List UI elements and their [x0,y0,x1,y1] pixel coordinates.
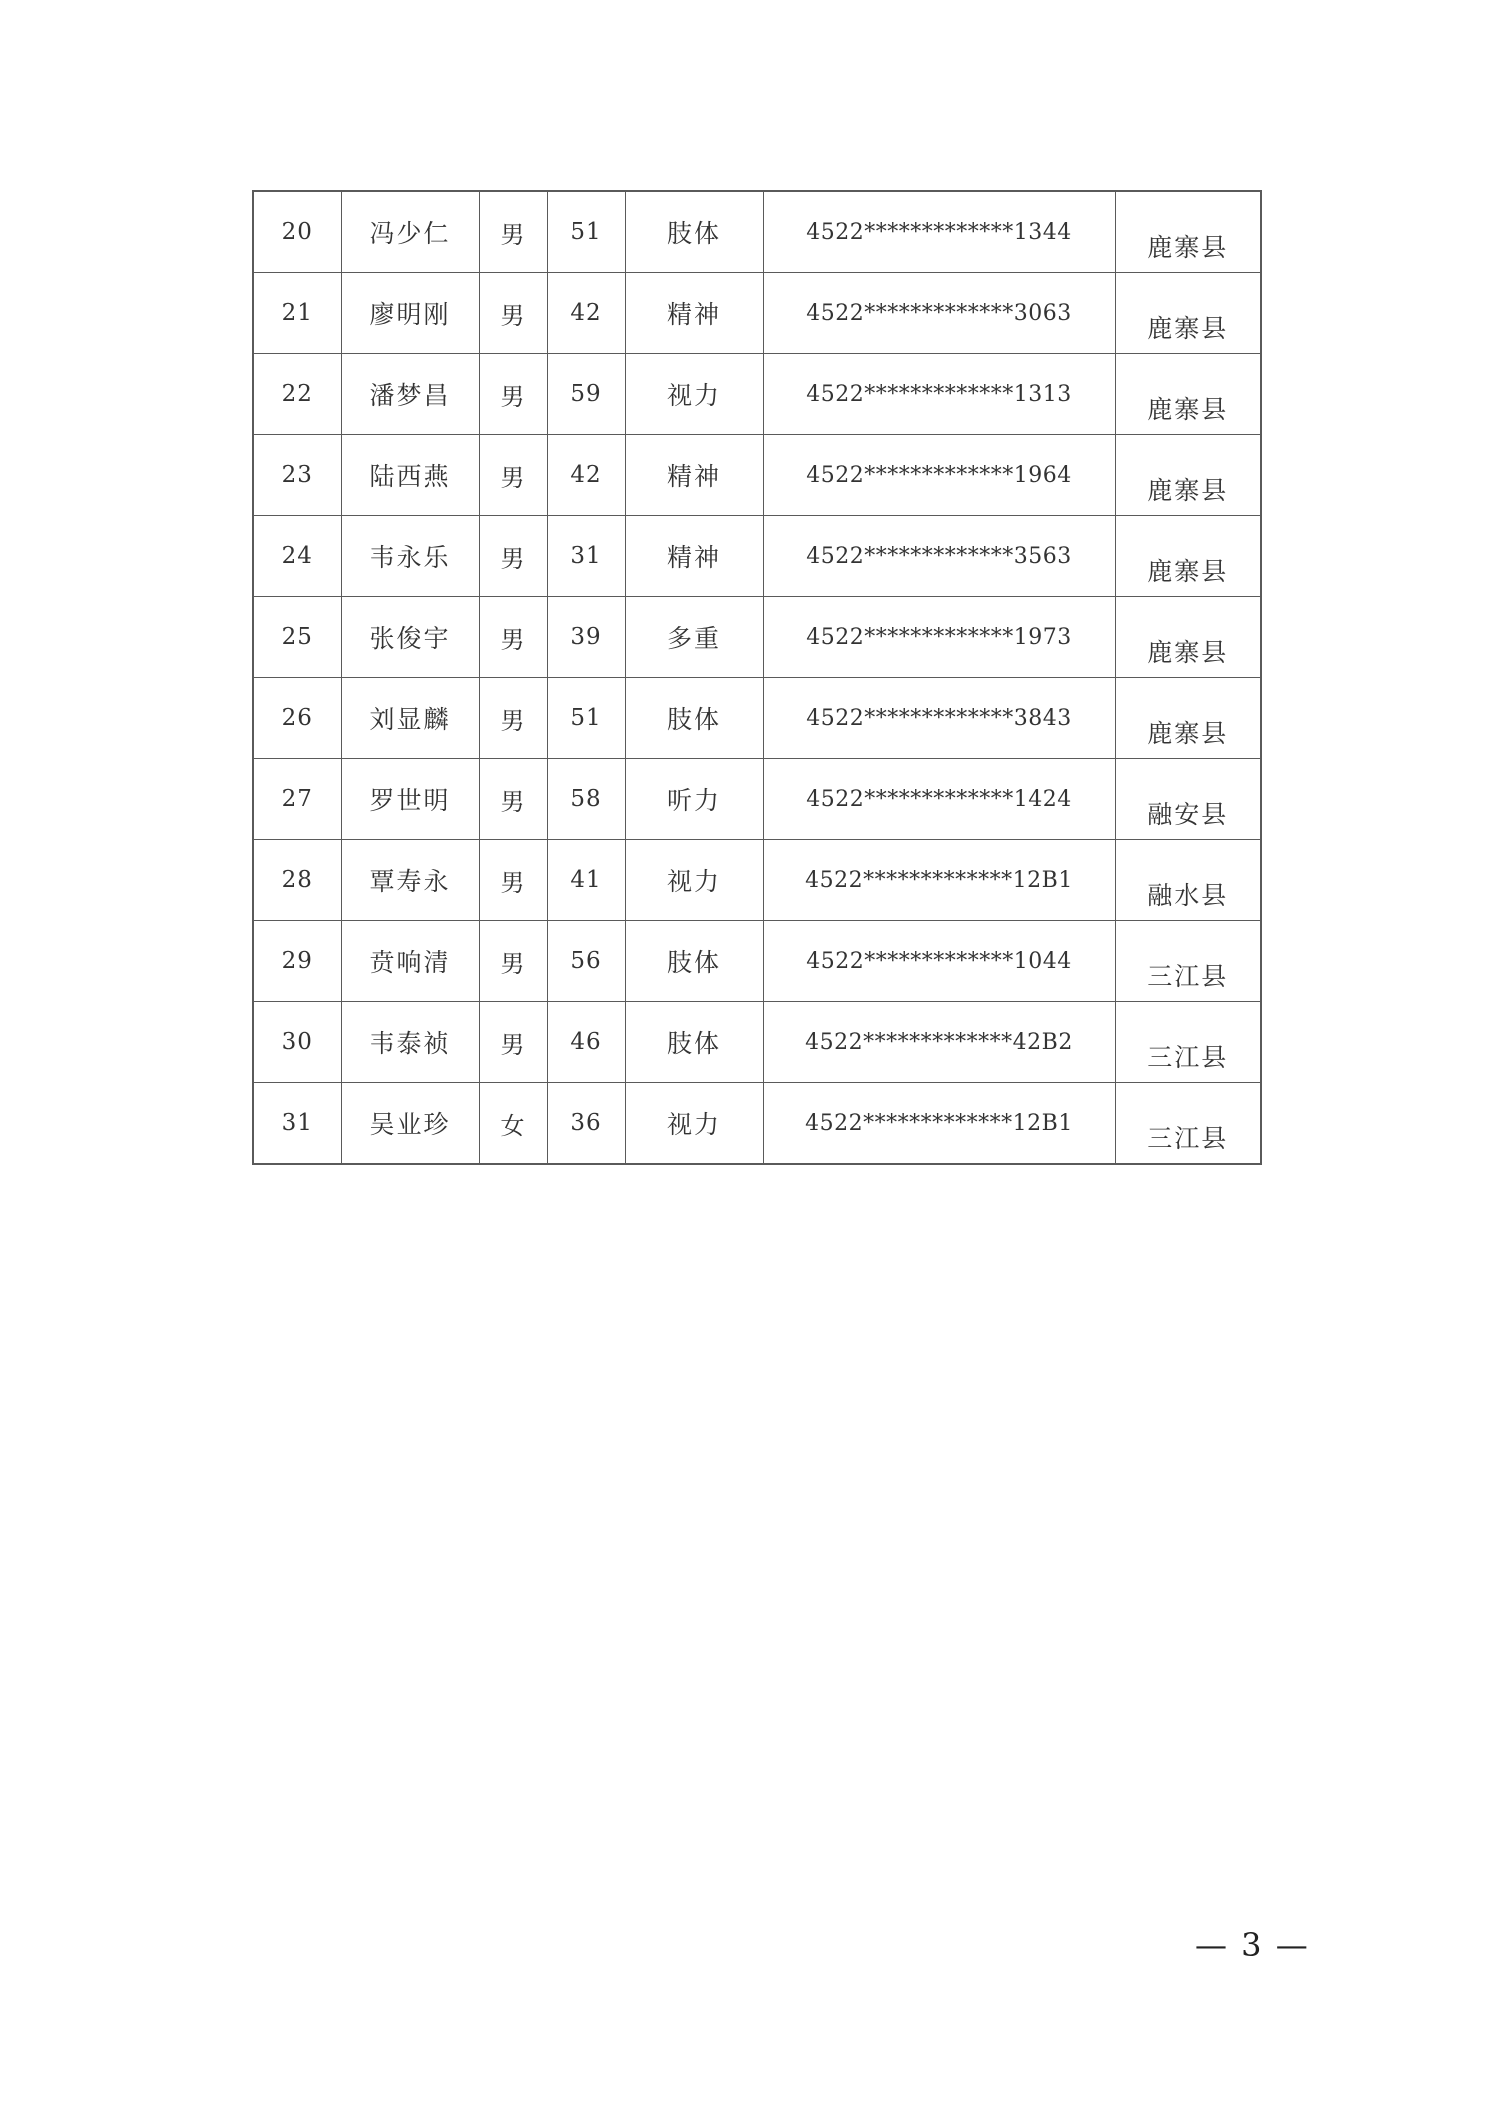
disability-type-cell: 视力 [625,1083,763,1165]
age-cell: 42 [547,273,625,354]
id-number-cell: 4522*************1424 [763,759,1115,840]
county-cell: 鹿寨县 [1115,435,1261,516]
name-cell: 张俊宇 [341,597,479,678]
name-cell: 覃寿永 [341,840,479,921]
roster-table-body [253,191,1261,1164]
county-cell: 鹿寨县 [1115,273,1261,354]
name-cell: 吴业珍 [341,1083,479,1165]
id-number-cell: 4522*************1313 [763,354,1115,435]
row-number-cell: 30 [253,1002,341,1083]
id-number-cell: 4522*************12B1 [763,840,1115,921]
disability-type-cell: 视力 [625,354,763,435]
age-cell: 31 [547,516,625,597]
disability-type-cell: 精神 [625,273,763,354]
disability-type-cell: 肢体 [625,678,763,759]
roster-table [252,190,1262,1165]
disability-type-cell: 多重 [625,597,763,678]
id-number-cell: 4522*************3563 [763,516,1115,597]
county-cell: 三江县 [1115,921,1261,1002]
sex-cell: 男 [479,516,547,597]
disability-type-cell: 听力 [625,759,763,840]
table-row [253,759,1261,840]
name-cell: 贲响清 [341,921,479,1002]
row-number-cell: 28 [253,840,341,921]
row-number-cell: 21 [253,273,341,354]
sex-cell: 男 [479,678,547,759]
age-cell: 58 [547,759,625,840]
id-number-cell: 4522*************12B1 [763,1083,1115,1165]
age-cell: 36 [547,1083,625,1165]
disability-type-cell: 肢体 [625,1002,763,1083]
disability-type-cell: 肢体 [625,921,763,1002]
row-number-cell: 26 [253,678,341,759]
age-cell: 41 [547,840,625,921]
age-cell: 42 [547,435,625,516]
disability-type-cell: 肢体 [625,191,763,273]
age-cell: 51 [547,191,625,273]
table-row [253,1083,1261,1165]
name-cell: 韦永乐 [341,516,479,597]
row-number-cell: 31 [253,1083,341,1165]
table-row [253,354,1261,435]
row-number-cell: 23 [253,435,341,516]
age-cell: 46 [547,1002,625,1083]
name-cell: 罗世明 [341,759,479,840]
sex-cell: 男 [479,597,547,678]
row-number-cell: 20 [253,191,341,273]
sex-cell: 男 [479,435,547,516]
table-row [253,435,1261,516]
county-cell: 融安县 [1115,759,1261,840]
name-cell: 韦泰祯 [341,1002,479,1083]
id-number-cell: 4522*************1964 [763,435,1115,516]
age-cell: 59 [547,354,625,435]
disability-type-cell: 精神 [625,435,763,516]
county-cell: 鹿寨县 [1115,597,1261,678]
county-cell: 鹿寨县 [1115,516,1261,597]
id-number-cell: 4522*************3843 [763,678,1115,759]
row-number-cell: 22 [253,354,341,435]
id-number-cell: 4522*************1344 [763,191,1115,273]
disability-type-cell: 视力 [625,840,763,921]
id-number-cell: 4522*************3063 [763,273,1115,354]
row-number-cell: 27 [253,759,341,840]
page-number: — 3 — [1195,1926,1310,1964]
sex-cell: 女 [479,1083,547,1165]
age-cell: 39 [547,597,625,678]
county-cell: 鹿寨县 [1115,354,1261,435]
id-number-cell: 4522*************1044 [763,921,1115,1002]
county-cell: 融水县 [1115,840,1261,921]
name-cell: 冯少仁 [341,191,479,273]
table-row [253,921,1261,1002]
sex-cell: 男 [479,273,547,354]
table-row [253,597,1261,678]
sex-cell: 男 [479,921,547,1002]
county-cell: 三江县 [1115,1002,1261,1083]
sex-cell: 男 [479,759,547,840]
table-row [253,191,1261,273]
age-cell: 51 [547,678,625,759]
name-cell: 陆西燕 [341,435,479,516]
table-row [253,840,1261,921]
name-cell: 刘显麟 [341,678,479,759]
table-row [253,678,1261,759]
table-row [253,273,1261,354]
table-row [253,1002,1261,1083]
table-row [253,516,1261,597]
age-cell: 56 [547,921,625,1002]
id-number-cell: 4522*************42B2 [763,1002,1115,1083]
disability-type-cell: 精神 [625,516,763,597]
id-number-cell: 4522*************1973 [763,597,1115,678]
county-cell: 鹿寨县 [1115,191,1261,273]
sex-cell: 男 [479,191,547,273]
sex-cell: 男 [479,840,547,921]
sex-cell: 男 [479,1002,547,1083]
sex-cell: 男 [479,354,547,435]
name-cell: 廖明刚 [341,273,479,354]
name-cell: 潘梦昌 [341,354,479,435]
county-cell: 鹿寨县 [1115,678,1261,759]
row-number-cell: 24 [253,516,341,597]
row-number-cell: 29 [253,921,341,1002]
county-cell: 三江县 [1115,1083,1261,1165]
row-number-cell: 25 [253,597,341,678]
